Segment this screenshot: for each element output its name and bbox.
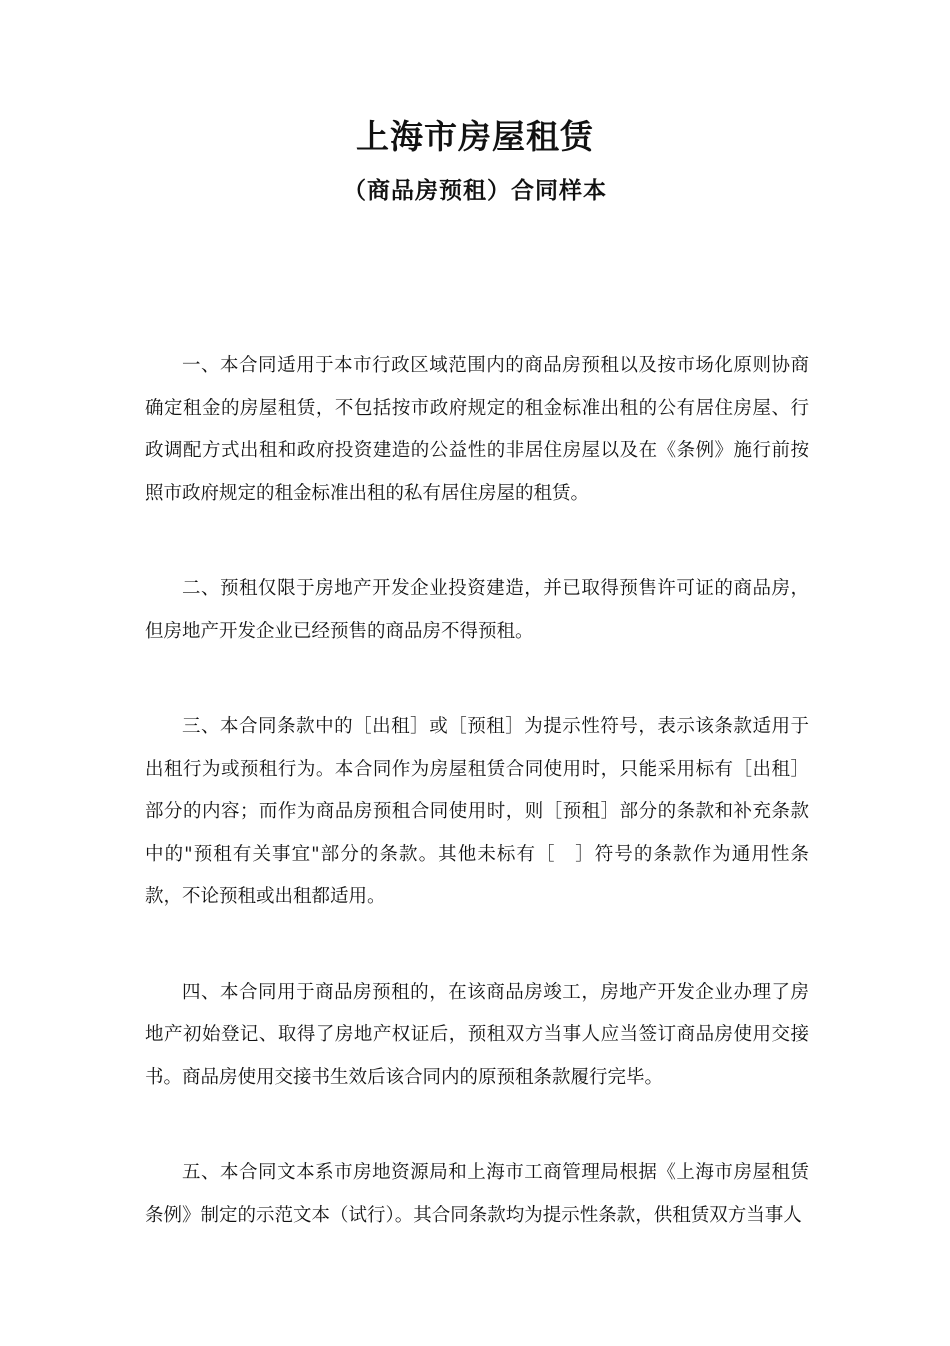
document-body [145, 345, 809, 1237]
paragraph-1: 一、本合同适用于本市行政区域范围内的商品房预租以及按市场化原则协商确定租金的房屋租赁，不包括按市政府规定的租金标准出租的公有居住房屋、行政调配方式出租和政府投资建造的公益性的非居住房屋以及在《条例》施行前按照市政府规定的租金标准出租的私有居住房屋的租赁。 [145, 355, 809, 504]
paragraph-2: 二、预租仅限于房地产开发企业投资建造，并已取得预售许可证的商品房，但房地产开发企业已经预售的商品房不得预租。 [145, 578, 809, 642]
document-subtitle: （商品房预租）合同样本 [343, 177, 607, 204]
paragraph-5: 五、本合同文本系市房地资源局和上海市工商管理局根据《上海市房屋租赁条例》制定的示范文本（试行）。其合同条款均为提示性条款，供租赁双方当事人 [145, 1162, 809, 1226]
document-title: 上海市房屋租赁 [356, 117, 594, 156]
paragraph-4: 四、本合同用于商品房预租的，在该商品房竣工，房地产开发企业办理了房地产初始登记、取得了房地产权证后，预租双方当事人应当签订商品房使用交接书。商品房使用交接书生效后该合同内的原预租条款履行完毕。 [145, 981, 809, 1088]
paragraph-3: 三、本合同条款中的［出租］或［预租］为提示性符号，表示该条款适用于出租行为或预租行为。本合同作为房屋租赁合同使用时，只能采用标有［出租］部分的内容；而作为商品房预租合同使用时，则［预租］部分的条款和补充条款中的"预租有关事宜"部分的条款。其他未标有［ ］符号的条款作为通用性条款，不论预租或出租都适用。 [145, 716, 809, 907]
